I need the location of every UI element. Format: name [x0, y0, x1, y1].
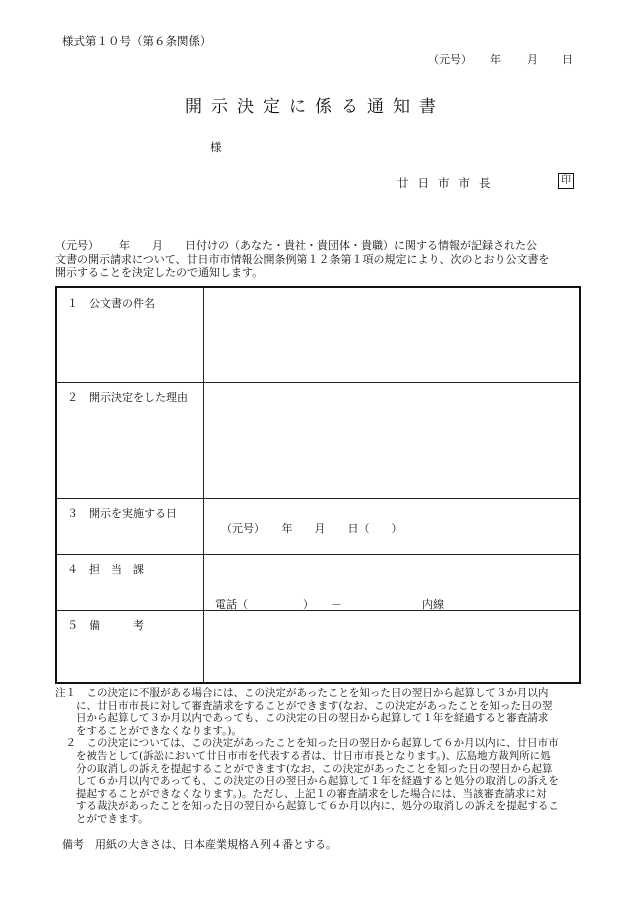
- note-line: 注１ この決定に不服がある場合には、この決定があったことを知った日の翌日から起算して３か月以内: [55, 687, 549, 699]
- date-day: 日: [562, 53, 573, 66]
- document-title: 開示決定に係る通知書: [185, 97, 445, 117]
- note-line: ２ この決定については、この決定があったことを知った日の翌日から起算して６か月以内に、廿日市市: [55, 737, 559, 750]
- row-separator: [57, 382, 579, 383]
- seal-mark: 印: [558, 173, 574, 189]
- body-line: 文書の開示請求について、廿日市市情報公開条例第１２条第１項の規定により、次のとおり公文書を: [55, 252, 550, 266]
- note-line: する裁決があったことを知った日の翌日から起算して６か月以内に、処分の取消しの訴えを提起するこ: [55, 800, 559, 813]
- row-label-document-subject: １ 公文書の件名: [67, 297, 155, 310]
- notes-section: [55, 687, 590, 826]
- row-label-remarks: ５ 備 考: [67, 619, 144, 632]
- row-label-disclosure-date: ３ 開示を実施する日: [67, 507, 177, 520]
- addressee-suffix: 様: [210, 140, 222, 154]
- phone-dash: －: [331, 598, 342, 611]
- row-label-department: ４ 担 当 課: [67, 563, 144, 576]
- table-divider: [203, 288, 204, 682]
- extension-label: 内線: [422, 598, 444, 611]
- date-year: 年: [490, 53, 501, 66]
- note-line: して６か月以内であっても、この決定の日の翌日から起算して１年を経過すると処分の取消しの訴えを: [55, 775, 559, 788]
- body-line: （元号） 年 月 日付けの（あなた・貴社・貴団体・貴職）に関する情報が記録された公: [55, 239, 537, 252]
- note-line: とができます。: [55, 812, 149, 825]
- decision-table: [55, 286, 581, 684]
- date-era: （元号）: [428, 53, 472, 66]
- issuer-name: 廿日市市長: [397, 176, 500, 190]
- row-separator: [57, 610, 579, 611]
- phone-label: 電話（ ）: [215, 598, 314, 611]
- note-line: 提起することができなくなります。)。ただし、上記１の審査請求をした場合には、当該審査請求に対: [55, 787, 547, 800]
- note-line: 日から起算して３か月以内であっても、この決定の日の翌日から起算して１年を経過すると審査請求: [55, 712, 549, 725]
- row-separator: [57, 554, 579, 555]
- date-month: 月: [527, 53, 538, 66]
- form-number: 様式第１０号（第６条関係）: [62, 34, 212, 48]
- note-line: 分の取消しの訴えを提起することができます(なお、この決定があったことを知った日の翌日から起算: [55, 762, 553, 775]
- body-line: 開示することを決定したので通知します。: [55, 266, 264, 279]
- paper-size-remark: 備考 用紙の大きさは、日本産業規格Ａ列４番とする。: [62, 838, 337, 851]
- row-separator: [57, 498, 579, 499]
- note-line: に、廿日市市長に対して審査請求をすることができます(なお、この決定があったことを知った日の翌: [55, 699, 553, 712]
- row-label-decision-reason: ２ 開示決定をした理由: [67, 391, 188, 404]
- notice-body: [55, 239, 585, 280]
- note-line: をすることができなくなります。)。: [55, 724, 243, 737]
- disclosure-date-value: （元号） 年 月 日（ ）: [221, 522, 403, 535]
- note-line: を被告として(訴訟において廿日市市を代表する者は、廿日市市長となります。)、広島地方裁判所に処: [55, 749, 551, 762]
